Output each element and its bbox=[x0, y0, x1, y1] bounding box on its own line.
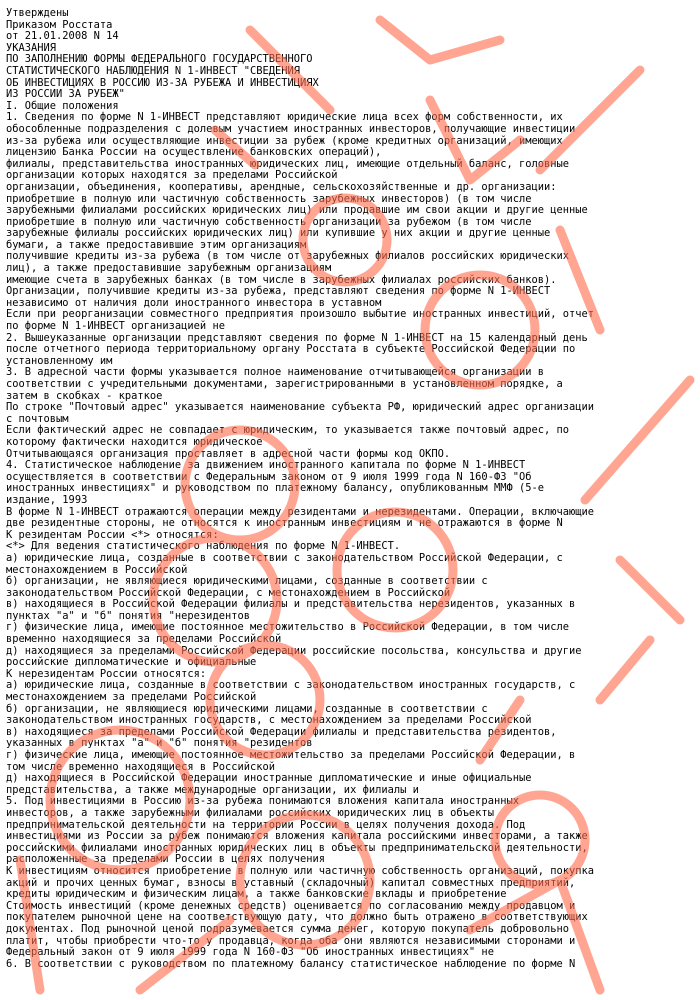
text-line: Приказом Росстата bbox=[6, 18, 113, 31]
text-line: 6. В соответствии с руководством по платежному балансу статистическое наблюдение по форме N bbox=[6, 957, 576, 970]
text-line: зарубежные филиалы российских юридических лиц) или купившие у них акции и другие ценные bbox=[6, 227, 551, 240]
text-line: затем в скобках - краткое bbox=[6, 389, 163, 402]
text-line: Если при реорганизации совместного предприятия произошло выбытие иностранных инвестиций, отчет bbox=[6, 308, 595, 321]
text-line: местонахождением за пределами Российской bbox=[6, 691, 257, 704]
text-line: приобретшие в полную или частичную собственность зарубежных инвесторов) (в том числе bbox=[6, 192, 532, 205]
text-line: в) находящиеся за пределами Российской Федерации филиалы и представительства резидентов, bbox=[6, 725, 557, 738]
text-line: независимо от наличия доли иностранного инвестора в уставном bbox=[6, 296, 382, 309]
text-line: Отчитывающаяся организация проставляет в адресной части формы код ОКПО. bbox=[6, 447, 451, 460]
text-line: издание, 1993 bbox=[6, 493, 88, 506]
text-line: К нерезидентам России относятся: bbox=[6, 667, 207, 680]
text-line: документах. Под рыночной ценой подразумевается сумма денег, которую покупатель добровольно bbox=[6, 922, 570, 935]
text-line: временно находящиеся за пределами Российской bbox=[6, 633, 282, 646]
text-line: после отчетного периода территориальному органу Росстата в субъекте Российской Федерации по bbox=[6, 343, 576, 356]
text-line: обособленные подразделения с долевым участием иностранных инвесторов, получающие инвестиции bbox=[6, 122, 576, 135]
text-line: Стоимость инвестиций (кроме денежных средств) оценивается по согласованию между продавцом и bbox=[6, 899, 576, 912]
text-line: пунктах "а" и "б" понятия "нерезидентов bbox=[6, 609, 250, 622]
text-line: платит, чтобы приобрести что-то у продавца, когда оба они являются независимыми сторонами и bbox=[6, 934, 576, 947]
text-line: ПО ЗАПОЛНЕНИЮ ФОРМЫ ФЕДЕРАЛЬНОГО ГОСУДАРСТВЕННОГО bbox=[6, 53, 313, 66]
text-line: а) юридические лица, созданные в соответствии с законодательством Российской Федерации, с bbox=[6, 551, 563, 564]
text-line: установленному им bbox=[6, 354, 113, 367]
text-line: д) находящиеся за пределами Российской Федерации российские посольства, консульства и другие bbox=[6, 644, 582, 657]
text-line: зарубежными филиалами российских юридических лиц) или продавшие им свои акции и другие ценные bbox=[6, 204, 588, 217]
text-line: две резидентные стороны, не относятся к иностранным инвестициям и не отражаются в форме N bbox=[6, 517, 563, 530]
text-line: приобретшие в полную или частичную собственность организации за рубежом (в том числе bbox=[6, 215, 532, 228]
text-line: акций и прочих ценных бумаг, взносы в уставный (складочный) капитал совместных предприятий, bbox=[6, 876, 576, 889]
text-line: 5. Под инвестициями в Россию из-за рубежа понимаются вложения капитала иностранных bbox=[6, 795, 519, 808]
text-line: В форме N 1-ИНВЕСТ отражаются операции между резидентами и нерезидентами. Операции, включающие bbox=[6, 505, 595, 518]
text-line: имеющие счета в зарубежных банках (в том числе в зарубежных филиалах российских банков). bbox=[6, 273, 557, 286]
text-line: получившие кредиты из-за рубежа (в том числе от зарубежных филиалов российских юридических bbox=[6, 250, 570, 263]
text-line: покупателем рыночной цене на соответствующую дату, что должно быть отражено в соответствующих bbox=[6, 911, 588, 924]
text-line: соответствии с учредительными документами, зарегистрированными в установленном порядке, а bbox=[6, 378, 563, 390]
text-line: б) организации, не являющиеся юридическими лицами, созданные в соответствии с bbox=[6, 702, 488, 715]
text-line: К инвестициям относится приобретение в полную или частичную собственность организаций, покупка bbox=[6, 864, 595, 877]
text-line: из-за рубежа или осуществляющие инвестиции за рубеж (кроме кредитных организаций, имеющих bbox=[6, 134, 563, 147]
text-line: лиц), а также предоставившие зарубежным организациям bbox=[6, 262, 332, 275]
text-line: организации которых находятся за пределами Российской bbox=[6, 169, 338, 182]
text-line: осуществляется в соответствии с Федеральным законом от 9 июля 1999 года N 160-ФЗ "Об bbox=[6, 470, 532, 483]
text-line: 3. В адресной части формы указывается полное наименование отчитывающейся организации в bbox=[6, 366, 544, 379]
text-line: иностранных инвестициях" и руководством по платежному балансу, опубликованным ММФ (5-е bbox=[6, 482, 544, 495]
text-line: инвестициями из России за рубеж понимаются вложения капитала российскими инвесторами, а также bbox=[6, 830, 588, 843]
text-line: Утверждены bbox=[6, 8, 69, 19]
text-line: организации, объединения, кооперативы, арендные, сельскохозяйственные и др. организации: bbox=[6, 180, 557, 193]
text-line: ИЗ РОССИИ ЗА РУБЕЖ" bbox=[6, 88, 125, 101]
text-line: том числе временно находящиеся в Российской bbox=[6, 760, 275, 773]
text-line: УКАЗАНИЯ bbox=[6, 41, 57, 54]
text-line: Организации, получившие кредиты из-за рубежа, представляют сведения по форме N 1-ИНВЕСТ bbox=[6, 285, 551, 298]
text-line: расположенные за пределами России в целях получения bbox=[6, 853, 326, 866]
text-line: от 21.01.2008 N 14 bbox=[6, 30, 119, 43]
text-line: 4. Статистическое наблюдение за движением иностранного капитала по форме N 1-ИНВЕСТ bbox=[6, 459, 526, 472]
text-line: кредиты юридическим и физическим лицам, а также банковские вклады и приобретение bbox=[6, 888, 507, 901]
text-line: законодательством иностранных государств, с местонахождением за пределами Российской bbox=[6, 714, 532, 727]
text-line: бумаги, а также предоставившие этим организациям bbox=[6, 238, 307, 251]
text-line: представительства, а также международные организации, их филиалы и bbox=[6, 783, 419, 796]
text-line: Федеральный закон от 9 июля 1999 года N 160-ФЗ "Об иностранных инвестициях" не bbox=[6, 946, 494, 959]
text-line: по форме N 1-ИНВЕСТ организацией не bbox=[6, 320, 225, 333]
text-line: местонахождением в Российской bbox=[6, 563, 188, 576]
text-line: 2. Вышеуказанные организации представляют сведения по форме N 1-ИНВЕСТ на 15 календарный день bbox=[6, 331, 588, 344]
text-line: д) находящиеся в Российской Федерации иностранные дипломатические и иные официальные bbox=[6, 772, 532, 785]
text-line: б) организации, не являющиеся юридическими лицами, созданные в соответствии с bbox=[6, 575, 488, 588]
text-line: По строке "Почтовый адрес" указывается наименование субъекта РФ, юридический адрес организации bbox=[6, 401, 595, 414]
text-line: г) физические лица, имеющие постоянное местожительство в Российской Федерации, в том числе bbox=[6, 621, 570, 634]
text-line: филиалы, представительства иностранных юридических лиц, имеющие отдельный баланс, головные bbox=[6, 157, 570, 170]
text-line: российские дипломатические и официальные bbox=[6, 656, 257, 669]
text-line: <*> Для ведения статистического наблюдения по форме N 1-ИНВЕСТ. bbox=[6, 540, 401, 553]
text-line: предпринимательской деятельности на территории России в целях получения дохода. Под bbox=[6, 818, 526, 831]
text-line: которому фактически находится юридическое bbox=[6, 435, 263, 448]
document-text bbox=[6, 8, 694, 970]
text-line: лицензию Банка России на осуществление банковских операций), bbox=[6, 146, 382, 159]
text-line: указанных в пунктах "а" и "б" понятия "резидентов bbox=[6, 737, 313, 750]
text-line: г) физические лица, имеющие постоянное местожительство за пределами Российской Федерации, в bbox=[6, 749, 576, 761]
text-line: СТАТИСТИЧЕСКОГО НАБЛЮДЕНИЯ N 1-ИНВЕСТ "СВЕДЕНИЯ bbox=[6, 64, 301, 77]
text-line: инвесторов, а также зарубежными филиалами российских юридических лиц в объекты bbox=[6, 806, 494, 819]
text-line: законодательством Российской Федерации, с местонахождением в Российской bbox=[6, 586, 451, 599]
text-line: а) юридические лица, созданные в соответствии с законодательством иностранных государств, с bbox=[6, 679, 576, 692]
text-line: 1. Сведения по форме N 1-ИНВЕСТ представляют юридические лица всех форм собственности, их bbox=[6, 111, 563, 124]
text-line: ОБ ИНВЕСТИЦИЯХ В РОССИЮ ИЗ-ЗА РУБЕЖА И ИНВЕСТИЦИЯХ bbox=[6, 76, 319, 89]
text-line: российскими филиалами иностранных юридических лиц в объекты предпринимательской деятельности, bbox=[6, 841, 588, 854]
text-line: К резидентам России <*> относятся: bbox=[6, 528, 219, 541]
text-line: с почтовым bbox=[6, 412, 69, 425]
text-line: I. Общие положения bbox=[6, 99, 119, 112]
text-line: Если фактический адрес не совпадает с юридическим, то указывается также почтовый адрес, по bbox=[6, 424, 570, 437]
text-line: в) находящиеся в Российской Федерации филиалы и представительства нерезидентов, указанных в bbox=[6, 598, 576, 611]
